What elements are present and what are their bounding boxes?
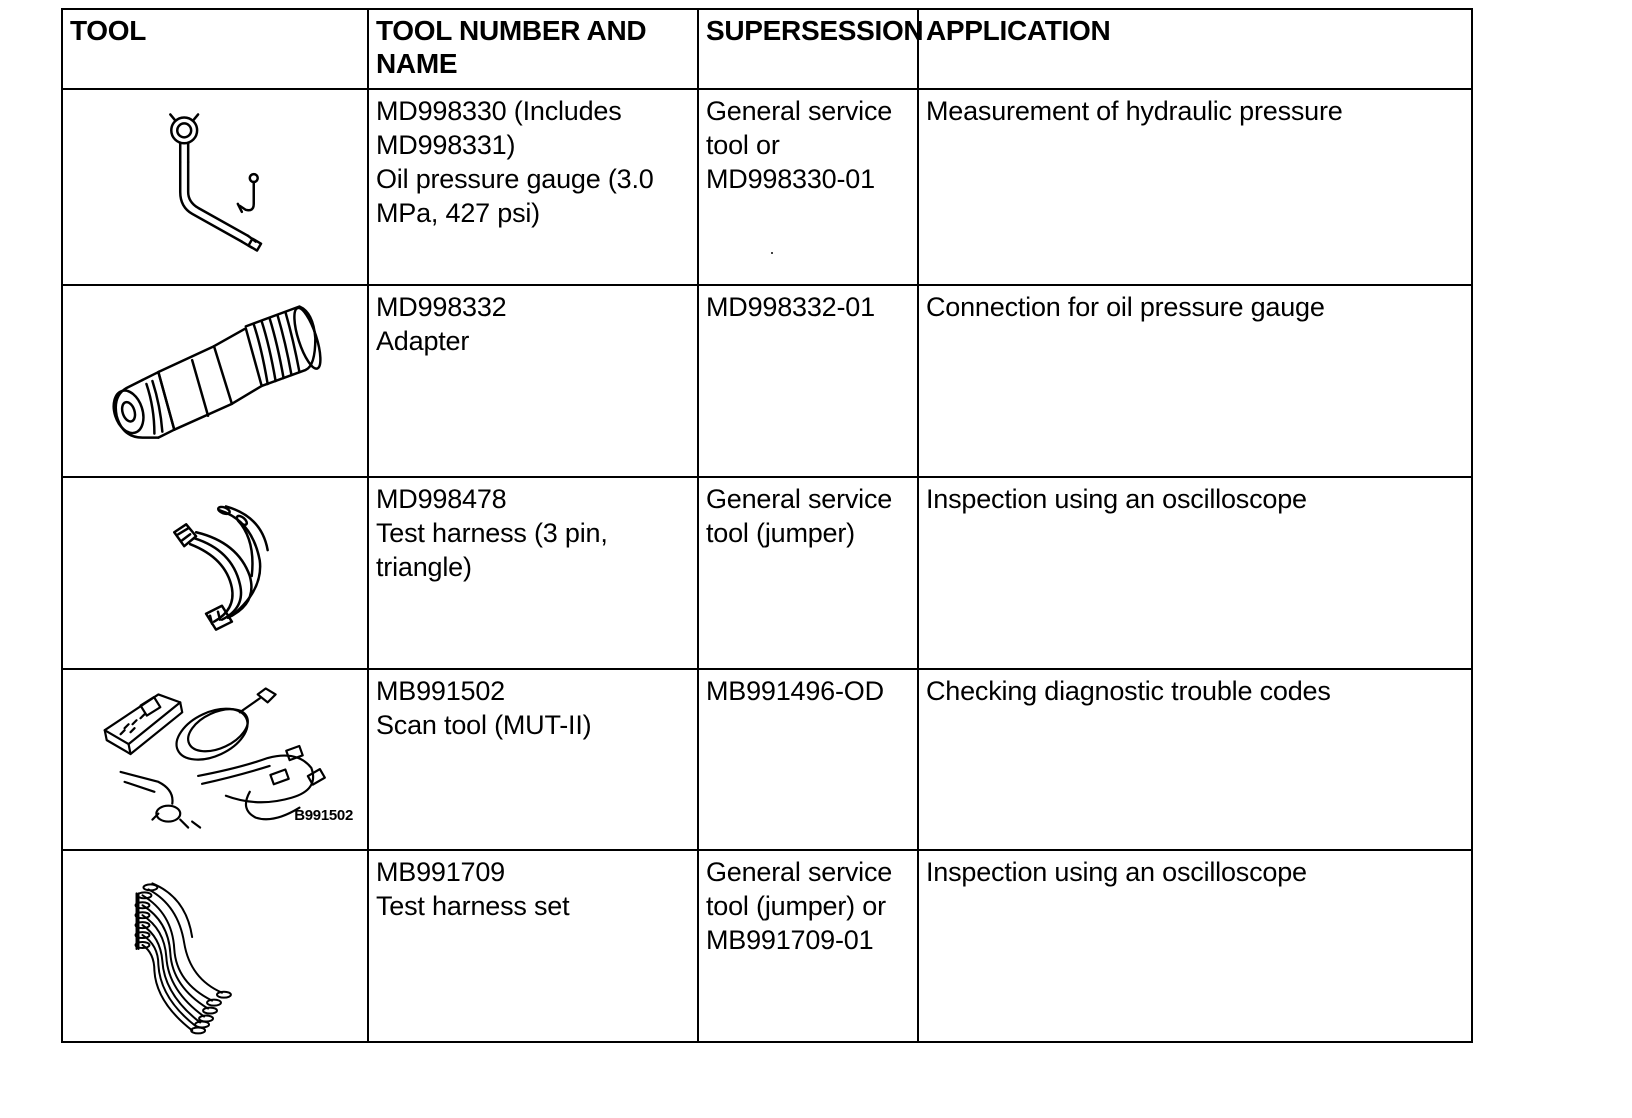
supersession-cell [698, 669, 918, 850]
supersession-line: General service [706, 857, 893, 887]
tool-number-name-cell [368, 477, 698, 669]
table-row [62, 850, 1472, 1042]
application-cell: Measurement of hydraulic pressure [918, 89, 1472, 285]
scan-speck [771, 252, 773, 254]
tool-name-line: Test harness (3 pin, [376, 518, 608, 548]
supersession-line: MD998332-01 [706, 292, 875, 322]
tool-number-line: MD998331) [376, 130, 516, 160]
header-tool-number-name: TOOL NUMBER AND NAME [368, 9, 698, 89]
test-harness-set-illustration [63, 851, 367, 1041]
tool-number-line: MD998478 [376, 484, 507, 514]
tool-number-name-cell [368, 850, 698, 1042]
table-row [62, 285, 1472, 477]
table-row [62, 89, 1472, 285]
supersession-line: tool (jumper) or [706, 891, 886, 921]
tool-number-line: MD998332 [376, 292, 507, 322]
special-tools-table [61, 8, 1473, 1043]
table-row [62, 477, 1472, 669]
tool-name-line: triangle) [376, 552, 472, 582]
application-cell: Connection for oil pressure gauge [918, 285, 1472, 477]
tool-image-cell [62, 89, 368, 285]
header-application: APPLICATION [918, 9, 1472, 89]
test-harness-illustration [63, 478, 367, 668]
tool-number-line: MB991709 [376, 857, 505, 887]
supersession-line: General service [706, 96, 893, 126]
supersession-line: MD998330-01 [706, 164, 875, 194]
supersession-line: tool (jumper) [706, 518, 855, 548]
header-row [62, 9, 1472, 89]
tool-number-name-cell [368, 285, 698, 477]
application-cell: Checking diagnostic trouble codes [918, 669, 1472, 850]
header-tool: TOOL [62, 9, 368, 89]
supersession-line: tool or [706, 130, 780, 160]
tool-name-line: Test harness set [376, 891, 570, 921]
supersession-cell [698, 850, 918, 1042]
supersession-line: MB991496-OD [706, 676, 884, 706]
supersession-cell [698, 285, 918, 477]
figure-label: B991502 [294, 807, 353, 824]
table-row [62, 669, 1472, 850]
tool-name-line: MPa, 427 psi) [376, 198, 540, 228]
oil-pressure-gauge-illustration [63, 90, 367, 284]
tool-name-line: Oil pressure gauge (3.0 [376, 164, 654, 194]
tool-image-cell [62, 477, 368, 669]
tool-image-cell [62, 285, 368, 477]
tool-number-line: MD998330 (Includes [376, 96, 622, 126]
application-cell: Inspection using an oscilloscope [918, 850, 1472, 1042]
tool-number-name-cell [368, 89, 698, 285]
adapter-illustration [63, 286, 367, 476]
tool-name-line: Adapter [376, 326, 470, 356]
tool-image-cell [62, 850, 368, 1042]
tool-name-line: Scan tool (MUT-II) [376, 710, 592, 740]
tool-image-cell [62, 669, 368, 850]
application-cell: Inspection using an oscilloscope [918, 477, 1472, 669]
supersession-cell [698, 89, 918, 285]
supersession-cell [698, 477, 918, 669]
header-supersession: SUPERSESSION [698, 9, 918, 89]
tool-number-name-cell [368, 669, 698, 850]
supersession-line: MB991709-01 [706, 925, 874, 955]
supersession-line: General service [706, 484, 893, 514]
tool-number-line: MB991502 [376, 676, 505, 706]
